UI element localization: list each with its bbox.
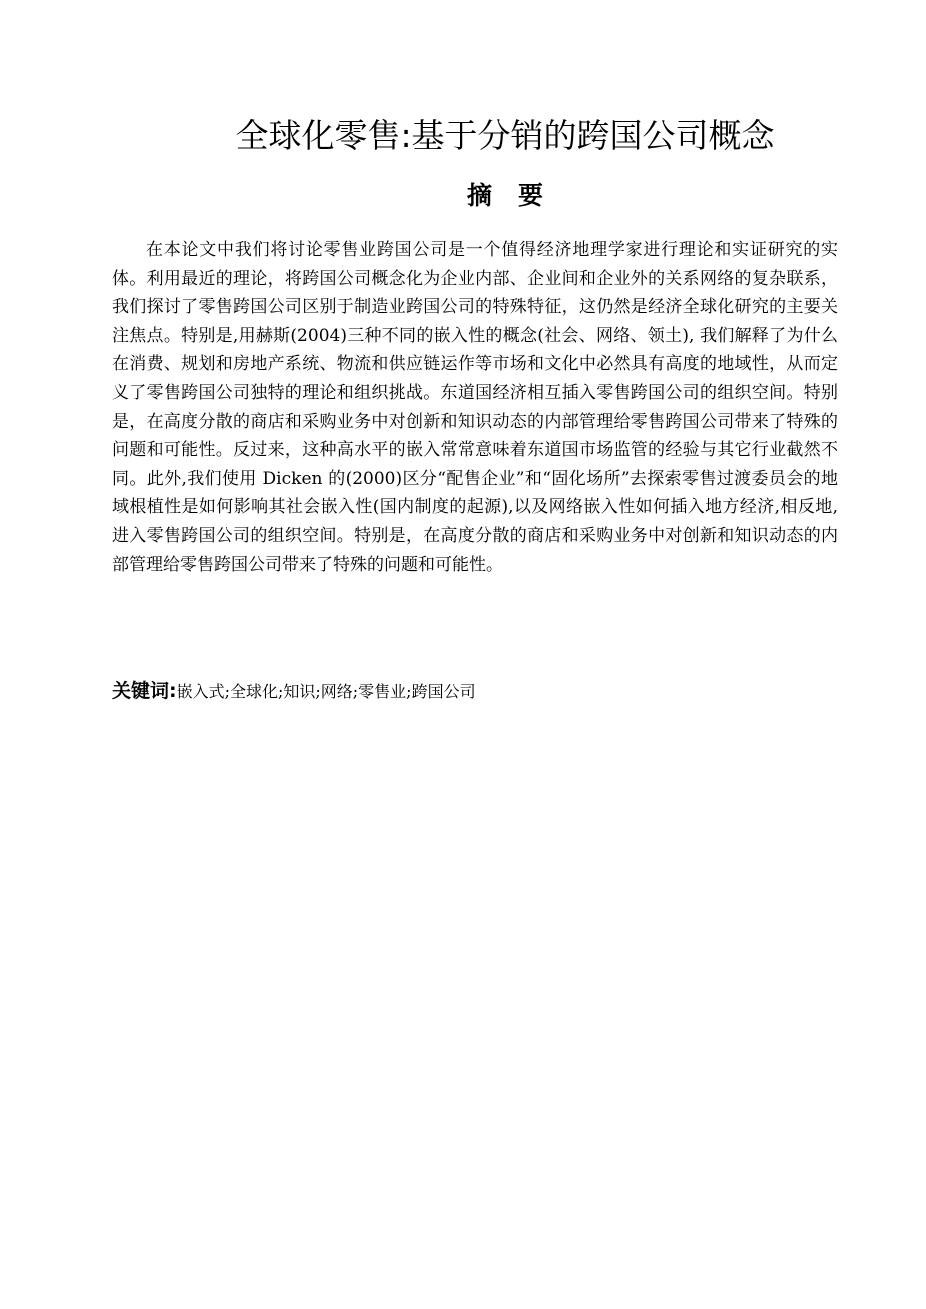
keywords-line <box>112 676 838 707</box>
document-title: 全球化零售:基于分销的跨国公司概念 <box>235 116 775 155</box>
abstract-heading: 摘要 <box>466 181 569 210</box>
keywords-label: 关键词: <box>112 680 177 702</box>
keywords-list: 嵌入式;全球化;知识;网络;零售业;跨国公司 <box>176 682 476 701</box>
abstract-body: 在本论文中我们将讨论零售业跨国公司是一个值得经济地理学家进行理论和实证研究的实体。利用最近的理论，将跨国公司概念化为企业内部、企业间和企业外的关系网络的复杂联系，我们探讨了零售跨国公司区别于制造业跨国公司的特殊特征，这仍然是经济全球化研究的主要关注焦点。特别是,用赫斯(2004)三种不同的嵌入性的概念(社会、网络、领土), 我们解释了为什么在消费、规划和房地产系统、物流和供应链运作等市场和文化中必然具有高度的地域性，从而定义了零售跨国公司独特的理论和组织挑战。东道国经济相互插入零售跨国公司的组织空间。特别是，在高度分散的商店和采购业务中对创新和知识动态的内部管理给零售跨国公司带来了特殊的问题和可能性。反过来，这种高水平的嵌入常常意味着东道国市场监管的经验与其它行业截然不同。此外,我们使用 Dicken 的(2000)区分“配售企业”和“固化场所”去探索零售过渡委员会的地域根植性是如何影响其社会嵌入性(国内制度的起源),以及网络嵌入性如何插入地方经济,相反地,进入零售跨国公司的组织空间。特别是，在高度分散的商店和采购业务中对创新和知识动态的内部管理给零售跨国公司带来了特殊的问题和可能性。 <box>112 240 838 575</box>
